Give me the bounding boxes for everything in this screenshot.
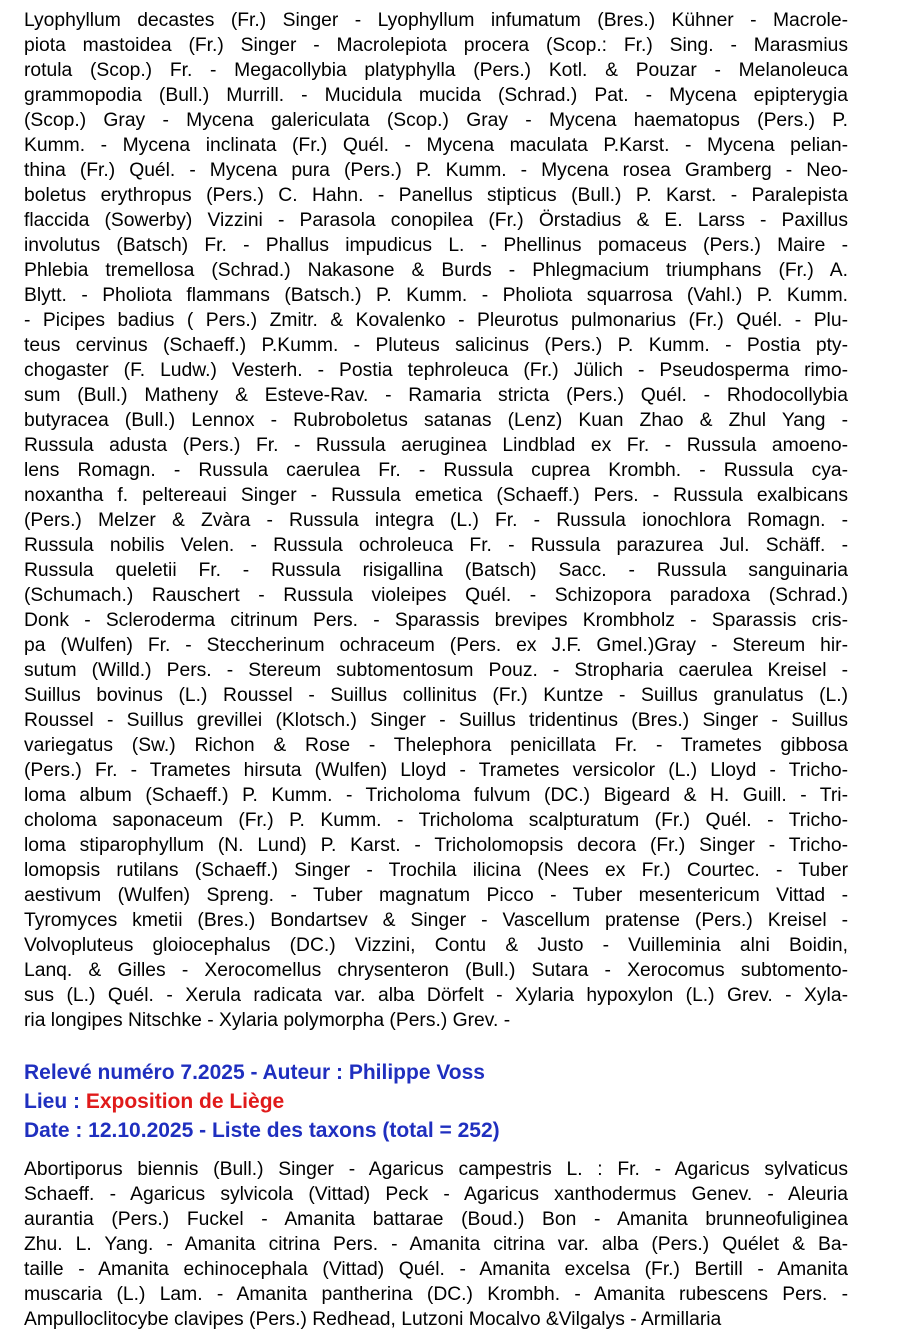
- text-line: aestivum (Wulfen) Spreng. - Tuber magnatum Picco - Tuber mesentericum Vittad -: [24, 885, 848, 906]
- text-line: Phlebia tremellosa (Schrad.) Nakasone & Burds - Phlegmacium triumphans (Fr.) A.: [24, 260, 848, 281]
- text-line: Suillus bovinus (L.) Roussel - Suillus collinitus (Fr.) Kuntze - Suillus granulatus (L.): [24, 685, 848, 706]
- text-line: sutum (Willd.) Pers. - Stereum subtomentosum Pouz. - Stropharia caerulea Kreisel -: [24, 660, 848, 681]
- text-line: ria longipes Nitschke - Xylaria polymorpha (Pers.) Grev. -: [24, 1010, 511, 1031]
- text-line: grammopodia (Bull.) Murrill. - Mucidula mucida (Schrad.) Pat. - Mycena epipterygia: [24, 85, 848, 106]
- text-line: (Pers.) Melzer & Zvàra - Russula integra (L.) Fr. - Russula ionochlora Romagn. -: [24, 510, 848, 531]
- text-line: involutus (Batsch) Fr. - Phallus impudicus L. - Phellinus pomaceus (Pers.) Maire -: [24, 235, 848, 256]
- survey-title: Relevé numéro 7.2025 - Auteur : Philippe Voss: [24, 1061, 485, 1084]
- text-line: Russula adusta (Pers.) Fr. - Russula aeruginea Lindblad ex Fr. - Russula amoeno-: [24, 435, 848, 456]
- text-line: teus cervinus (Schaeff.) P.Kumm. - Pluteus salicinus (Pers.) P. Kumm. - Postia pty-: [24, 335, 848, 356]
- text-line: boletus erythropus (Pers.) C. Hahn. - Panellus stipticus (Bull.) P. Karst. - Paralepista: [24, 185, 848, 206]
- text-line: variegatus (Sw.) Richon & Rose - Thelephora penicillata Fr. - Trametes gibbosa: [24, 735, 848, 756]
- text-line: Abortiporus biennis (Bull.) Singer - Agaricus campestris L. : Fr. - Agaricus sylvaticus: [24, 1159, 848, 1180]
- text-line: taille - Amanita echinocephala (Vittad) Quél. - Amanita excelsa (Fr.) Bertill - Amanita: [24, 1259, 848, 1280]
- species-list-current: [24, 1157, 848, 1332]
- text-line: Volvopluteus gloiocephalus (DC.) Vizzini, Contu & Justo - Vuilleminia alni Boidin,: [24, 935, 848, 956]
- text-line: loma stiparophyllum (N. Lund) P. Karst. - Tricholomopsis decora (Fr.) Singer - Tricho-: [24, 835, 848, 856]
- text-line: (Scop.) Gray - Mycena galericulata (Scop.) Gray - Mycena haematopus (Pers.) P.: [24, 110, 848, 131]
- text-line: piota mastoidea (Fr.) Singer - Macrolepiota procera (Scop.: Fr.) Sing. - Marasmius: [24, 35, 848, 56]
- text-line: flaccida (Sowerby) Vizzini - Parasola conopilea (Fr.) Örstadius & E. Larss - Paxillus: [24, 210, 848, 231]
- text-line: lens Romagn. - Russula caerulea Fr. - Russula cuprea Krombh. - Russula cya-: [24, 460, 848, 481]
- text-line: noxantha f. peltereaui Singer - Russula emetica (Schaeff.) Pers. - Russula exalbicans: [24, 485, 848, 506]
- text-line: chogaster (F. Ludw.) Vesterh. - Postia tephroleuca (Fr.) Jülich - Pseudosperma rimo-: [24, 360, 848, 381]
- text-line: (Pers.) Fr. - Trametes hirsuta (Wulfen) Lloyd - Trametes versicolor (L.) Lloyd - Tricho-: [24, 760, 848, 781]
- text-line: lomopsis rutilans (Schaeff.) Singer - Trochila ilicina (Nees ex Fr.) Courtec. - Tuber: [24, 860, 848, 881]
- text-line: Lanq. & Gilles - Xerocomellus chrysenteron (Bull.) Sutara - Xerocomus subtomento-: [24, 960, 848, 981]
- location-label: Lieu :: [24, 1090, 86, 1113]
- text-line: Tyromyces kmetii (Bres.) Bondartsev & Singer - Vascellum pratense (Pers.) Kreisel -: [24, 910, 848, 931]
- text-line: muscaria (L.) Lam. - Amanita pantherina (DC.) Krombh. - Amanita rubescens Pers. -: [24, 1284, 848, 1305]
- text-line: Ampulloclitocybe clavipes (Pers.) Redhead, Lutzoni Mocalvo &Vilgalys - Armillaria: [24, 1309, 722, 1330]
- text-line: Roussel - Suillus grevillei (Klotsch.) Singer - Suillus tridentinus (Bres.) Singer - Suillus: [24, 710, 848, 731]
- text-line: sus (L.) Quél. - Xerula radicata var. alba Dörfelt - Xylaria hypoxylon (L.) Grev. - Xyla-: [24, 985, 848, 1006]
- document-page: [24, 8, 848, 1332]
- text-line: Schaeff. - Agaricus sylvicola (Vittad) Peck - Agaricus xanthodermus Genev. - Aleuria: [24, 1184, 848, 1205]
- text-line: aurantia (Pers.) Fuckel - Amanita battarae (Boud.) Bon - Amanita brunneofuliginea: [24, 1209, 848, 1230]
- text-line: Zhu. L. Yang. - Amanita citrina Pers. - Amanita citrina var. alba (Pers.) Quélet & Ba-: [24, 1234, 848, 1255]
- text-line: butyracea (Bull.) Lennox - Rubroboletus satanas (Lenz) Kuan Zhao & Zhul Yang -: [24, 410, 848, 431]
- survey-header: [24, 1058, 848, 1145]
- species-list-previous: [24, 8, 848, 1033]
- text-line: Lyophyllum decastes (Fr.) Singer - Lyophyllum infumatum (Bres.) Kühner - Macrole-: [24, 10, 848, 31]
- text-line: Kumm. - Mycena inclinata (Fr.) Quél. - Mycena maculata P.Karst. - Mycena pelian-: [24, 135, 848, 156]
- location-value: Exposition de Liège: [85, 1090, 285, 1113]
- text-line: rotula (Scop.) Fr. - Megacollybia platyphylla (Pers.) Kotl. & Pouzar - Melanoleuca: [24, 60, 848, 81]
- survey-location: [24, 1087, 848, 1116]
- text-line: (Schumach.) Rauschert - Russula violeipes Quél. - Schizopora paradoxa (Schrad.): [24, 585, 848, 606]
- text-line: choloma saponaceum (Fr.) P. Kumm. - Tricholoma scalpturatum (Fr.) Quél. - Tricho-: [24, 810, 848, 831]
- text-line: loma album (Schaeff.) P. Kumm. - Tricholoma fulvum (DC.) Bigeard & H. Guill. - Tri-: [24, 785, 848, 806]
- text-line: - Picipes badius ( Pers.) Zmitr. & Kovalenko - Pleurotus pulmonarius (Fr.) Quél. - Plu-: [24, 310, 848, 331]
- text-line: Russula nobilis Velen. - Russula ochroleuca Fr. - Russula parazurea Jul. Schäff. -: [24, 535, 848, 556]
- text-line: Blytt. - Pholiota flammans (Batsch.) P. Kumm. - Pholiota squarrosa (Vahl.) P. Kumm.: [24, 285, 848, 306]
- text-line: Russula queletii Fr. - Russula risigallina (Batsch) Sacc. - Russula sanguinaria: [24, 560, 848, 581]
- text-line: Donk - Scleroderma citrinum Pers. - Sparassis brevipes Krombholz - Sparassis cris-: [24, 610, 848, 631]
- text-line: sum (Bull.) Matheny & Esteve-Rav. - Ramaria stricta (Pers.) Quél. - Rhodocollybia: [24, 385, 848, 406]
- text-line: thina (Fr.) Quél. - Mycena pura (Pers.) P. Kumm. - Mycena rosea Gramberg - Neo-: [24, 160, 848, 181]
- text-line: pa (Wulfen) Fr. - Steccherinum ochraceum (Pers. ex J.F. Gmel.)Gray - Stereum hir-: [24, 635, 848, 656]
- survey-date-total: Date : 12.10.2025 - Liste des taxons (total = 252): [24, 1119, 500, 1142]
